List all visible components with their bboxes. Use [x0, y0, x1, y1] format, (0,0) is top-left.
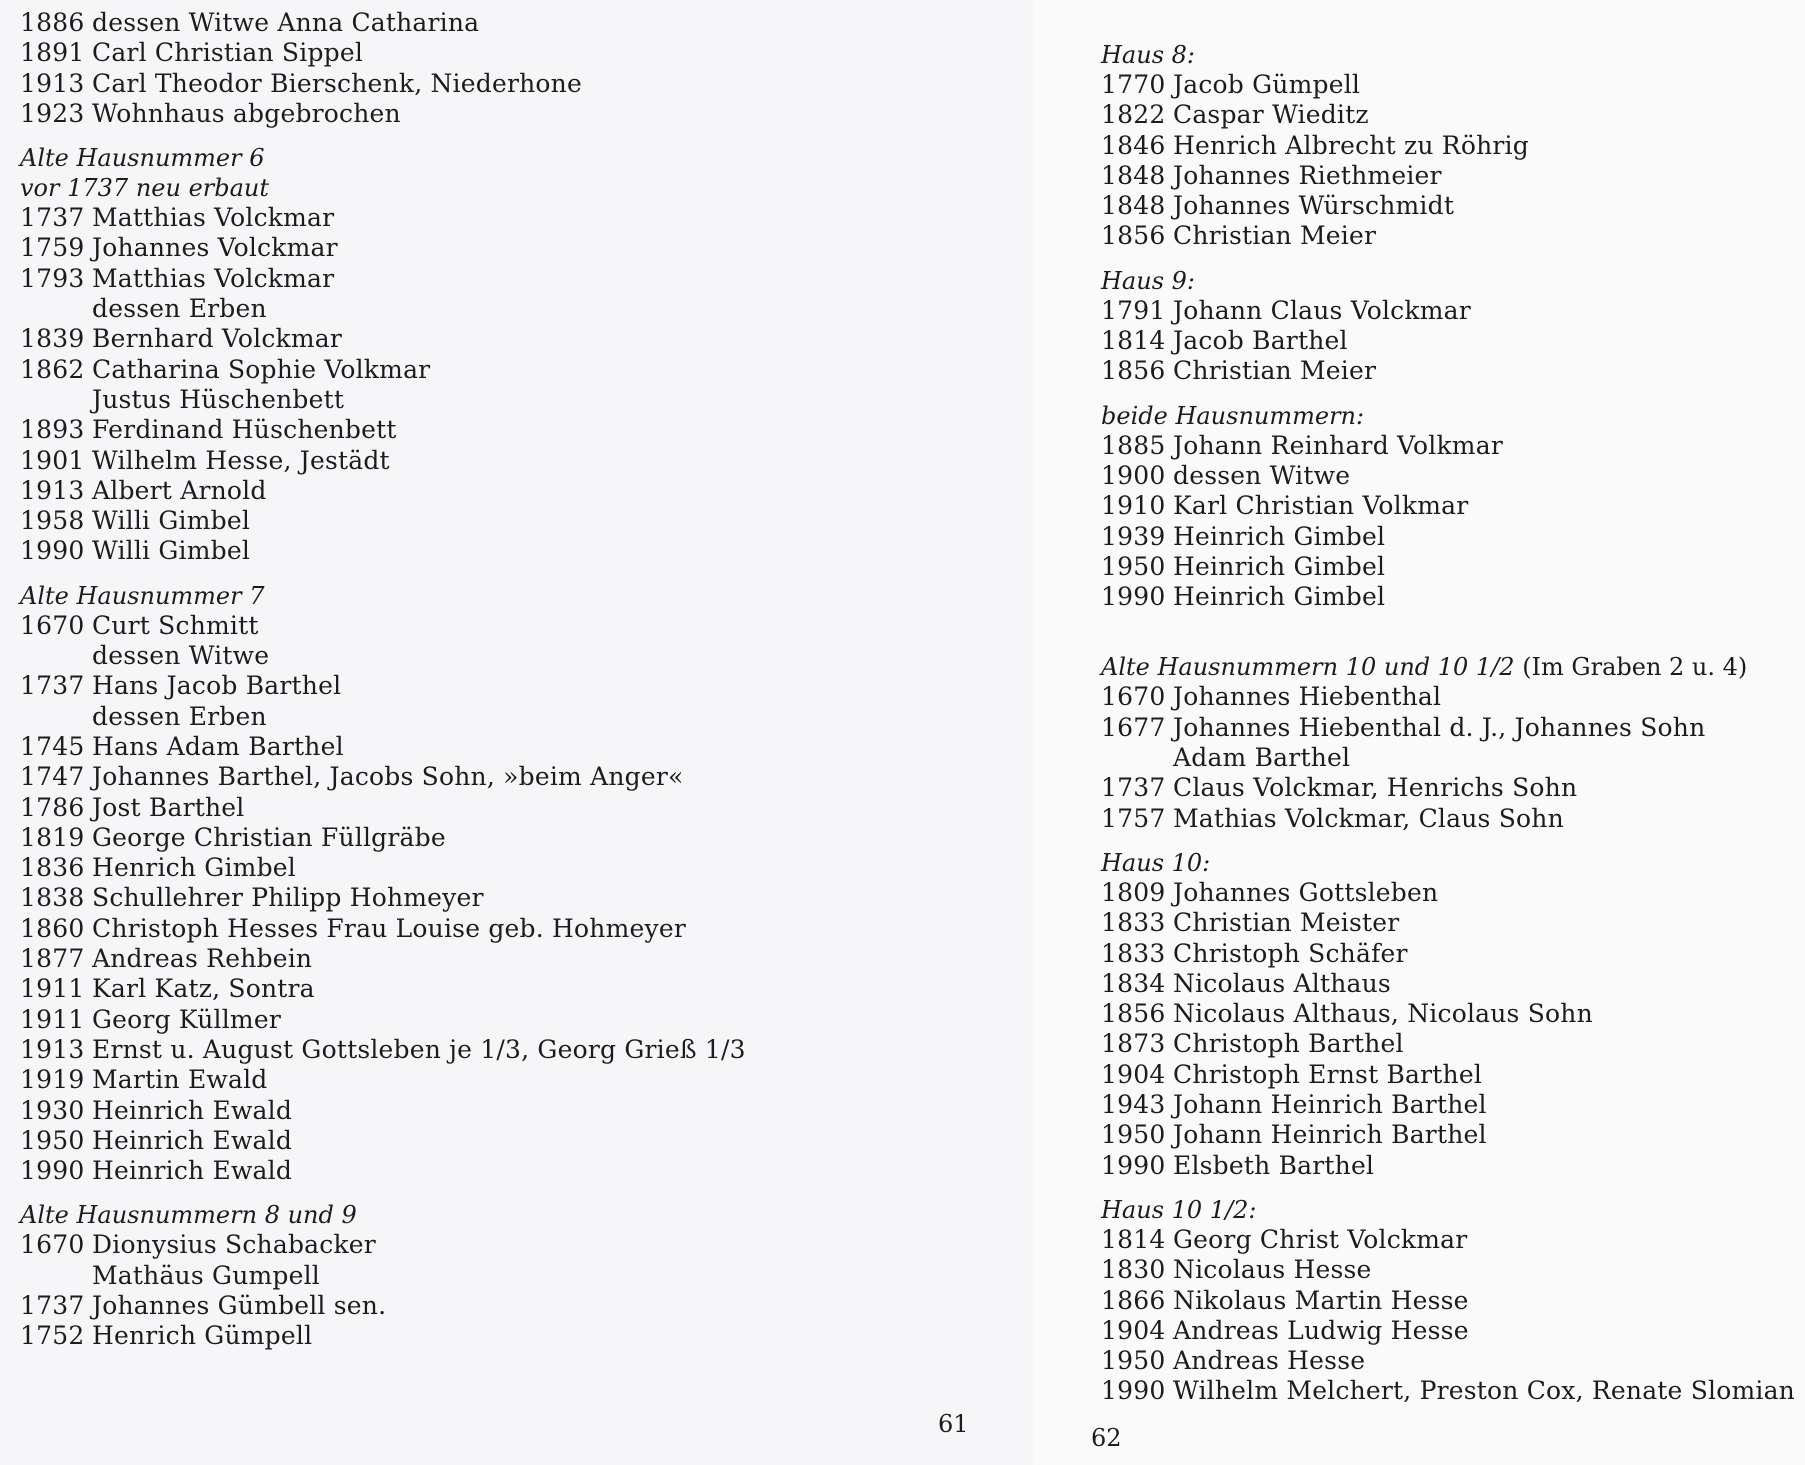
entry-year: 1757	[1101, 803, 1166, 833]
owner-entry	[20, 446, 1037, 476]
entry-name: dessen Witwe Anna Catharina	[92, 8, 480, 37]
entry-name: Christoph Barthel	[1173, 1029, 1404, 1059]
owner-entry	[20, 233, 1037, 263]
owner-entry	[1101, 908, 1805, 938]
entry-name: Christoph Ernst Barthel	[1173, 1059, 1483, 1089]
entry-name: Nikolaus Martin Hesse	[1173, 1285, 1469, 1315]
entry-name: Heinrich Ewald	[92, 1156, 293, 1186]
section-title-suffix: (Im Graben 2 u. 4)	[1514, 653, 1748, 682]
owner-entry	[20, 1291, 1037, 1321]
entry-name: Christian Meier	[1173, 356, 1377, 386]
owner-entry	[20, 944, 1037, 974]
entry-year: 1759	[20, 233, 85, 263]
entry-year	[20, 294, 92, 324]
entry-year: 1919	[20, 1065, 85, 1095]
owner-entry	[20, 883, 1037, 913]
entry-year: 1990	[20, 536, 85, 566]
section-title-text: Haus 9:	[1101, 266, 1195, 295]
house-section	[1101, 848, 1805, 1181]
owner-entry	[1101, 131, 1805, 161]
entry-name: Matthias Volckmar	[92, 203, 335, 233]
entry-name: Wilhelm Hesse, Jestädt	[92, 445, 390, 475]
entry-year: 1911	[20, 974, 85, 1004]
owner-entry	[1101, 969, 1805, 999]
owner-entry	[1101, 296, 1805, 326]
entry-year: 1893	[20, 415, 85, 445]
section-title	[1101, 848, 1805, 878]
entry-name: Carl Theodor Bierschenk, Niederhone	[92, 68, 582, 98]
page-number-right: 62	[1091, 1424, 1122, 1452]
section-title-text: Haus 10 1/2:	[1101, 1195, 1257, 1224]
entry-year: 1923	[20, 98, 85, 128]
entry-year: 1943	[1101, 1090, 1166, 1120]
owner-entry	[1101, 1376, 1805, 1406]
owner-entry	[1101, 522, 1805, 552]
owner-entry	[20, 1096, 1037, 1126]
entry-year	[20, 641, 92, 671]
entry-year: 1677	[1101, 712, 1166, 742]
entry-name: Georg Küllmer	[92, 1004, 281, 1034]
entry-name: George Christian Füllgräbe	[92, 822, 446, 852]
entry-year: 1950	[1101, 1346, 1166, 1376]
entry-year: 1752	[20, 1321, 85, 1351]
entry-name: Jost Barthel	[92, 792, 245, 822]
owner-entry	[1101, 804, 1805, 834]
entry-name: Johannes Riethmeier	[1173, 160, 1442, 190]
entry-year: 1856	[1101, 999, 1166, 1029]
entry-name: Christoph Hesses Frau Louise geb. Hohmeyer	[92, 913, 686, 943]
owner-entry	[1101, 582, 1805, 612]
entry-year: 1939	[1101, 521, 1166, 551]
entry-name: Karl Christian Volkmar	[1173, 491, 1469, 521]
section-title-text: Alte Hausnummern 10 und 10 1/2	[1101, 653, 1515, 682]
section-title-text: Haus 10:	[1101, 848, 1211, 877]
entry-year: 1670	[1101, 682, 1166, 712]
entry-year: 1814	[1101, 1224, 1166, 1254]
entry-name: Claus Volckmar, Henrichs Sohn	[1173, 773, 1578, 803]
entry-name: Hans Adam Barthel	[92, 731, 344, 761]
entry-name: Albert Arnold	[92, 475, 267, 505]
entry-year: 1786	[20, 792, 85, 822]
owner-entry	[1101, 999, 1805, 1029]
entry-year: 1873	[1101, 1029, 1166, 1059]
section-title-text: Alte Hausnummer 6	[20, 144, 265, 173]
entry-year: 1877	[20, 944, 85, 974]
owner-entry	[20, 1005, 1037, 1035]
entry-year: 1836	[20, 853, 85, 883]
entry-year: 1848	[1101, 160, 1166, 190]
house-section	[1101, 401, 1805, 613]
entry-name: Ferdinand Hüschenbett	[92, 415, 397, 445]
owner-entry	[1101, 100, 1805, 130]
section-title-text: Haus 8:	[1101, 41, 1195, 69]
owner-entry	[20, 1035, 1037, 1065]
owner-entry	[20, 732, 1037, 762]
entry-year: 1990	[1101, 582, 1166, 612]
entry-name: Jacob Gümpell	[1173, 70, 1361, 99]
owner-entry	[20, 355, 1037, 385]
entry-year	[20, 385, 92, 415]
owner-entry	[1101, 743, 1805, 773]
house-section	[20, 581, 1037, 1187]
section-title	[20, 581, 1037, 611]
entry-year: 1670	[20, 1230, 85, 1260]
owner-entry	[1101, 1120, 1805, 1150]
house-section	[1101, 40, 1805, 252]
section-title	[1101, 401, 1805, 431]
owner-entry	[20, 99, 1037, 129]
owner-entry	[20, 914, 1037, 944]
owner-entry	[1101, 461, 1805, 491]
entry-name: Nicolaus Althaus	[1173, 968, 1391, 998]
left-page-content	[20, 8, 1037, 1352]
entry-year: 1848	[1101, 191, 1166, 221]
entry-year: 1913	[20, 1034, 85, 1064]
owner-entry	[20, 974, 1037, 1004]
house-section	[20, 1200, 1037, 1351]
entry-year: 1839	[20, 324, 85, 354]
entry-year: 1990	[1101, 1150, 1166, 1180]
entry-name: Johann Heinrich Barthel	[1173, 1090, 1487, 1120]
owner-entry	[1101, 682, 1805, 712]
entry-name: Andreas Rehbein	[92, 944, 313, 974]
entry-year: 1737	[20, 671, 85, 701]
entry-year: 1886	[20, 8, 85, 37]
right-page-content	[1101, 40, 1805, 1407]
entry-year: 1670	[20, 610, 85, 640]
entry-name: Jacob Barthel	[1173, 326, 1348, 356]
entry-name: Ernst u. August Gottsleben je 1/3, Georg Grieß 1/3	[92, 1034, 746, 1064]
entry-year: 1911	[20, 1004, 85, 1034]
entry-name: Andreas Ludwig Hesse	[1173, 1315, 1469, 1345]
entry-name: Heinrich Ewald	[92, 1095, 293, 1125]
entry-name: Wohnhaus abgebrochen	[92, 98, 401, 128]
owner-entry	[20, 823, 1037, 853]
entry-name: Carl Christian Sippel	[92, 38, 364, 68]
entry-year: 1819	[20, 822, 85, 852]
entry-name: Johann Reinhard Volkmar	[1173, 430, 1503, 460]
page-number-left: 61	[938, 1410, 969, 1438]
entry-name: Schullehrer Philipp Hohmeyer	[92, 883, 484, 913]
entry-year: 1990	[1101, 1376, 1166, 1406]
owner-entry	[1101, 1060, 1805, 1090]
entry-name: Matthias Volckmar	[92, 263, 335, 293]
owner-entry	[20, 1321, 1037, 1351]
owner-entry	[20, 324, 1037, 354]
entry-year: 1958	[20, 506, 85, 536]
owner-entry	[20, 38, 1037, 68]
entry-name: Willi Gimbel	[92, 536, 251, 566]
entry-name: Johannes Würschmidt	[1173, 191, 1455, 221]
entry-year: 1901	[20, 445, 85, 475]
owner-entry	[20, 641, 1037, 671]
owner-entry	[20, 793, 1037, 823]
entry-year: 1950	[1101, 551, 1166, 581]
entry-name: Hans Jacob Barthel	[92, 671, 342, 701]
entry-year: 1856	[1101, 356, 1166, 386]
entry-name: Karl Katz, Sontra	[92, 974, 315, 1004]
entry-name: dessen Witwe	[1173, 460, 1351, 490]
owner-entry	[1101, 1225, 1805, 1255]
owner-entry	[1101, 1029, 1805, 1059]
entry-name: Christoph Schäfer	[1173, 938, 1408, 968]
house-section	[1101, 1195, 1805, 1407]
entry-year: 1737	[20, 1290, 85, 1320]
owner-entry	[20, 203, 1037, 233]
house-section	[20, 143, 1037, 567]
house-section	[1101, 652, 1805, 833]
entry-name: Bernhard Volckmar	[92, 324, 343, 354]
section-title	[1101, 652, 1805, 682]
entry-year: 1891	[20, 38, 85, 68]
entry-name: Johannes Hiebenthal d. J., Johannes Sohn	[1173, 712, 1706, 742]
section-title-text: beide Hausnummern:	[1101, 401, 1365, 430]
entry-name: Heinrich Gimbel	[1173, 521, 1386, 551]
owner-entry	[1101, 552, 1805, 582]
entry-name: dessen Witwe	[92, 641, 270, 671]
owner-entry	[1101, 1346, 1805, 1376]
section-title	[20, 143, 1037, 173]
entry-name: Henrich Gimbel	[92, 853, 296, 883]
owner-entry	[1101, 491, 1805, 521]
owner-entry	[20, 294, 1037, 324]
owner-entry	[1101, 1090, 1805, 1120]
owner-entry	[1101, 221, 1805, 251]
owner-entry	[1101, 1286, 1805, 1316]
house-section	[1101, 266, 1805, 387]
owner-entry	[1101, 191, 1805, 221]
entry-name: Johann Claus Volckmar	[1173, 295, 1471, 325]
entry-name: Christian Meister	[1173, 908, 1400, 938]
entry-year: 1904	[1101, 1315, 1166, 1345]
entry-name: Johannes Barthel, Jacobs Sohn, »beim Anger«	[92, 762, 684, 792]
entry-name: Caspar Wieditz	[1173, 100, 1369, 130]
entry-name: Heinrich Gimbel	[1173, 582, 1386, 612]
owner-entry	[20, 506, 1037, 536]
entry-name: Catharina Sophie Volkmar	[92, 354, 431, 384]
entry-name: Heinrich Ewald	[92, 1125, 293, 1155]
section-title-text: Alte Hausnummer 7	[20, 581, 265, 610]
entry-year: 1833	[1101, 938, 1166, 968]
owner-entry	[1101, 161, 1805, 191]
entry-name: Elsbeth Barthel	[1173, 1150, 1375, 1180]
entry-name: Nicolaus Hesse	[1173, 1255, 1372, 1285]
entry-year: 1990	[20, 1156, 85, 1186]
entry-year: 1737	[20, 203, 85, 233]
entry-name: Wilhelm Melchert, Preston Cox, Renate Slomian	[1173, 1376, 1795, 1406]
entry-year: 1833	[1101, 908, 1166, 938]
entry-name: Adam Barthel	[1173, 743, 1351, 773]
right-page	[1037, 0, 1805, 1465]
entry-name: Martin Ewald	[92, 1065, 268, 1095]
owner-entry	[1101, 1151, 1805, 1181]
entry-name: Andreas Hesse	[1173, 1346, 1366, 1376]
entry-year: 1910	[1101, 491, 1166, 521]
entry-year: 1885	[1101, 430, 1166, 460]
entry-name: Johannes Volckmar	[92, 233, 338, 263]
entry-year	[1101, 743, 1173, 773]
entry-name: Johannes Gottsleben	[1173, 877, 1439, 907]
entry-name: Johannes Hiebenthal	[1173, 682, 1442, 712]
entry-year: 1830	[1101, 1255, 1166, 1285]
entry-year: 1814	[1101, 326, 1166, 356]
owner-entry	[20, 671, 1037, 701]
entry-name: Henrich Albrecht zu Röhrig	[1173, 130, 1529, 160]
entry-name: Christian Meier	[1173, 221, 1377, 251]
entry-name: Johann Heinrich Barthel	[1173, 1120, 1487, 1150]
entry-year: 1904	[1101, 1059, 1166, 1089]
entry-year: 1856	[1101, 221, 1166, 251]
entry-year	[20, 1261, 92, 1291]
owner-entry	[20, 536, 1037, 566]
entry-year: 1862	[20, 354, 85, 384]
owner-entry	[20, 69, 1037, 99]
entry-year: 1846	[1101, 130, 1166, 160]
section-title	[1101, 40, 1805, 70]
owner-entry	[20, 853, 1037, 883]
entry-year: 1930	[20, 1095, 85, 1125]
entry-year: 1866	[1101, 1285, 1166, 1315]
section-title	[1101, 1195, 1805, 1225]
owner-entry	[20, 1126, 1037, 1156]
owner-entry	[20, 8, 1037, 38]
owner-entry	[20, 385, 1037, 415]
entry-year: 1913	[20, 475, 85, 505]
owner-entry	[20, 762, 1037, 792]
owner-entry	[20, 702, 1037, 732]
entry-year: 1822	[1101, 100, 1166, 130]
owner-entry	[1101, 431, 1805, 461]
owner-entry	[1101, 1316, 1805, 1346]
entry-year: 1860	[20, 913, 85, 943]
entry-year: 1737	[1101, 773, 1166, 803]
house-section	[20, 8, 1037, 129]
section-title	[1101, 266, 1805, 296]
owner-entry	[20, 1065, 1037, 1095]
section-subtitle: vor 1737 neu erbaut	[20, 174, 270, 203]
entry-year: 1770	[1101, 70, 1166, 99]
entry-name: Dionysius Schabacker	[92, 1230, 376, 1260]
entry-year: 1838	[20, 883, 85, 913]
owner-entry	[1101, 1255, 1805, 1285]
entry-year: 1834	[1101, 968, 1166, 998]
entry-year: 1745	[20, 731, 85, 761]
entry-name: Heinrich Gimbel	[1173, 551, 1386, 581]
entry-year: 1913	[20, 68, 85, 98]
owner-entry	[1101, 326, 1805, 356]
entry-year: 1791	[1101, 295, 1166, 325]
owner-entry	[1101, 773, 1805, 803]
entry-name: Henrich Gümpell	[92, 1321, 313, 1351]
owner-entry	[20, 264, 1037, 294]
entry-name: Curt Schmitt	[92, 610, 259, 640]
owner-entry	[1101, 878, 1805, 908]
entry-year: 1809	[1101, 877, 1166, 907]
owner-entry	[1101, 70, 1805, 100]
owner-entry	[20, 1156, 1037, 1186]
entry-year	[20, 702, 92, 732]
entry-name: Mathäus Gumpell	[92, 1260, 320, 1290]
entry-year: 1793	[20, 263, 85, 293]
owner-entry	[1101, 713, 1805, 743]
entry-year: 1900	[1101, 460, 1166, 490]
owner-entry	[20, 1230, 1037, 1260]
entry-name: Nicolaus Althaus, Nicolaus Sohn	[1173, 999, 1593, 1029]
entry-name: Justus Hüschenbett	[92, 384, 345, 414]
entry-name: Johannes Gümbell sen.	[92, 1290, 387, 1320]
entry-year: 1950	[1101, 1120, 1166, 1150]
entry-name: Mathias Volckmar, Claus Sohn	[1173, 803, 1564, 833]
entry-name: dessen Erben	[92, 294, 267, 324]
owner-entry	[1101, 356, 1805, 386]
entry-year: 1747	[20, 762, 85, 792]
entry-name: Georg Christ Volckmar	[1173, 1224, 1468, 1254]
owner-entry	[20, 1261, 1037, 1291]
entry-year: 1950	[20, 1125, 85, 1155]
owner-entry	[1101, 939, 1805, 969]
section-title-text: Alte Hausnummern 8 und 9	[20, 1201, 357, 1230]
owner-entry	[20, 476, 1037, 506]
entry-name: Willi Gimbel	[92, 506, 251, 536]
entry-name: dessen Erben	[92, 701, 267, 731]
owner-entry	[20, 611, 1037, 641]
section-title	[20, 1200, 1037, 1230]
owner-entry	[20, 415, 1037, 445]
